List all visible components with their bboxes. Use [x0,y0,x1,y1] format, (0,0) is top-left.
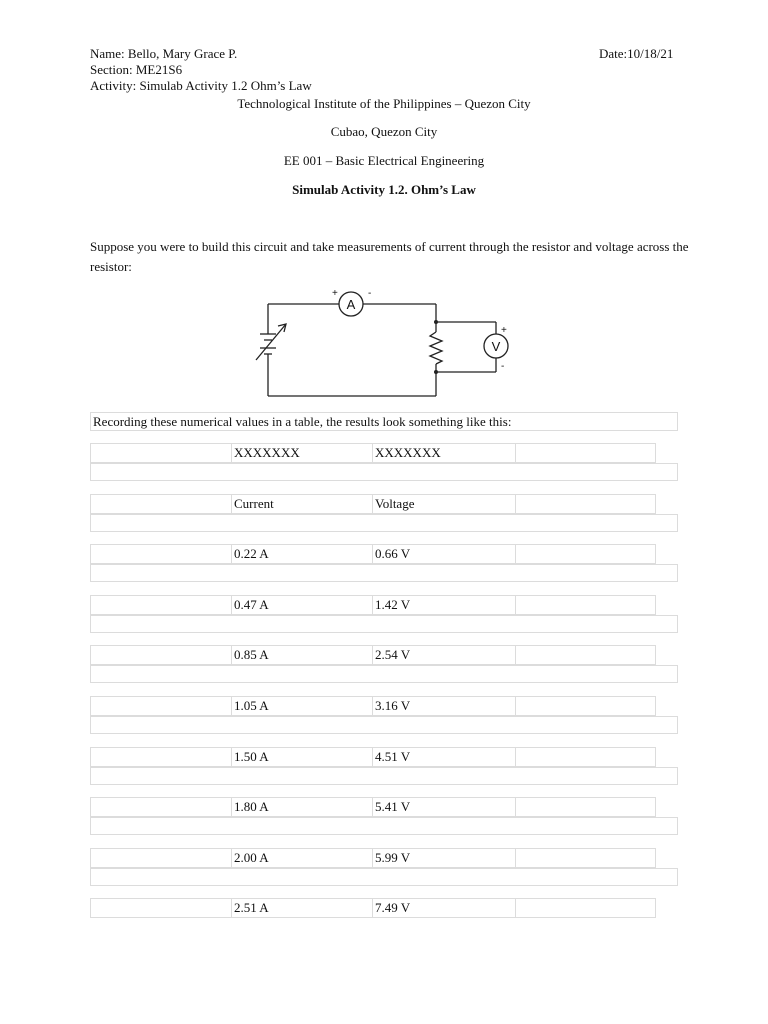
circuit-diagram [250,284,520,399]
table-cell [91,646,231,664]
table-cell: 0.66 V [372,545,515,563]
table-spacer-row [90,817,678,835]
table-cell: 2.54 V [372,646,515,664]
table-spacer-row [90,514,678,532]
table-cell [91,849,231,867]
table-cell: 5.41 V [372,798,515,816]
intro-paragraph: Suppose you were to build this circuit and take measurements of current through the resistor and voltage across the resistor: [90,239,689,274]
table-header-row [90,494,656,514]
voltmeter-minus: - [501,361,505,372]
table-cell [91,697,231,715]
table-cell [91,545,231,563]
junction-dot [434,320,438,324]
table-spacer-row [90,868,678,886]
table-row [90,747,656,767]
table-spacer-row [90,716,678,734]
table-cell [515,748,655,766]
table-cell: 1.50 A [231,748,372,766]
table-row [90,898,656,918]
table-cell [91,444,231,462]
table-cell: XXXXXXX [372,444,515,462]
date: Date:10/18/21 [599,46,674,61]
table-cell [515,798,655,816]
junction-dot [434,370,438,374]
table-cell [515,697,655,715]
table-cell: 5.99 V [372,849,515,867]
table-spacer-row [90,564,678,582]
table-cell [515,899,655,917]
table-spacer-row [90,665,678,683]
table-cell: 3.16 V [372,697,515,715]
activity: Activity: Simulab Activity 1.2 Ohm’s Law [90,78,312,93]
table-cell: Current [231,495,372,513]
table-spacer-row [90,463,678,481]
table-header-row [90,443,656,463]
table-row [90,544,656,564]
voltmeter-plus: + [501,325,507,336]
table-caption: Recording these numerical values in a table, the results look something like this: [90,412,678,431]
institute-title: Technological Institute of the Philippines – Quezon City [237,96,531,111]
table-cell: 0.22 A [231,545,372,563]
table-cell: 7.49 V [372,899,515,917]
course-title: EE 001 – Basic Electrical Engineering [283,153,485,168]
table-cell: 4.51 V [372,748,515,766]
table-cell: XXXXXXX [231,444,372,462]
table-cell [515,646,655,664]
table-cell [91,899,231,917]
table-row [90,848,656,868]
table-cell [515,849,655,867]
ammeter-minus: - [368,288,372,299]
table-cell [515,444,655,462]
table-row [90,797,656,817]
table-cell [91,596,231,614]
table-row [90,645,656,665]
table-cell: 2.00 A [231,849,372,867]
table-cell: Voltage [372,495,515,513]
table-row [90,595,656,615]
table-cell [515,545,655,563]
table-cell [91,798,231,816]
table-spacer-row [90,615,678,633]
location: Cubao, Quezon City [330,124,438,139]
resistor-zigzag [430,332,442,364]
table-cell: 1.80 A [231,798,372,816]
table-cell [91,495,231,513]
table-cell: 1.05 A [231,697,372,715]
student-name: Name: Bello, Mary Grace P. [90,46,238,61]
table-cell [515,495,655,513]
table-cell: 0.85 A [231,646,372,664]
section: Section: ME21S6 [90,62,183,77]
ammeter-label: A [346,297,356,312]
table-row [90,696,656,716]
voltmeter-label: V [491,339,501,354]
table-cell: 0.47 A [231,596,372,614]
table-cell: 1.42 V [372,596,515,614]
table-cell: 2.51 A [231,899,372,917]
activity-title: Simulab Activity 1.2. Ohm’s Law [292,182,476,197]
ammeter-plus: + [332,288,338,299]
table-spacer-row [90,767,678,785]
table-cell [515,596,655,614]
table-cell [91,748,231,766]
